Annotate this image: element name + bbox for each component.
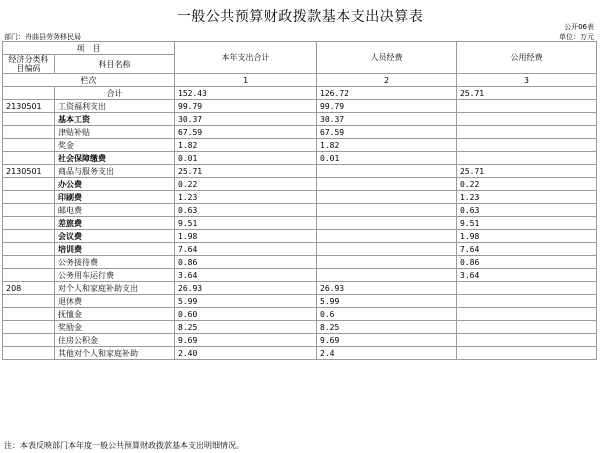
row-total: 9.69 — [175, 334, 317, 347]
row-public: 1.98 — [457, 230, 597, 243]
row-name: 差旅费 — [55, 217, 175, 230]
table-row — [3, 100, 597, 113]
table-row — [3, 113, 597, 126]
row-personnel — [317, 269, 457, 282]
table-row — [3, 269, 597, 282]
row-total: 7.64 — [175, 243, 317, 256]
row-total: 26.93 — [175, 282, 317, 295]
row-code: 2130501 — [3, 165, 55, 178]
row-total: 1.23 — [175, 191, 317, 204]
row-code — [3, 204, 55, 217]
table-row — [3, 230, 597, 243]
table-row — [3, 191, 597, 204]
row-name: 会议费 — [55, 230, 175, 243]
row-personnel — [317, 243, 457, 256]
unit-label: 单位：万元 — [559, 33, 594, 41]
row-personnel: 99.79 — [317, 100, 457, 113]
table-row — [3, 334, 597, 347]
row-personnel — [317, 256, 457, 269]
footnote: 注：本表反映部门本年度一般公共预算财政拨款基本支出明细情况。 — [4, 441, 244, 450]
row-name: 奖励金 — [55, 321, 175, 334]
row-name: 办公费 — [55, 178, 175, 191]
row-public: 9.51 — [457, 217, 597, 230]
row-total: 8.25 — [175, 321, 317, 334]
row-total: 25.71 — [175, 165, 317, 178]
row-personnel: 0.6 — [317, 308, 457, 321]
row-personnel: 67.59 — [317, 126, 457, 139]
form-number: 公开06表 — [564, 23, 594, 31]
row-name: 奖金 — [55, 139, 175, 152]
table-row — [3, 256, 597, 269]
table-row — [3, 204, 597, 217]
table-row — [3, 243, 597, 256]
row-public — [457, 139, 597, 152]
row-code — [3, 230, 55, 243]
row-personnel: 0.01 — [317, 152, 457, 165]
row-public: 7.64 — [457, 243, 597, 256]
row-public — [457, 113, 597, 126]
table-row — [3, 126, 597, 139]
row-code: 2130501 — [3, 100, 55, 113]
header-econ-code: 经济分类科目编码 — [3, 55, 55, 74]
row-public — [457, 282, 597, 295]
row-code — [3, 178, 55, 191]
row-code — [3, 113, 55, 126]
table-row — [3, 308, 597, 321]
row-code — [3, 191, 55, 204]
row-total: 67.59 — [175, 126, 317, 139]
row-personnel — [317, 204, 457, 217]
table-row — [3, 295, 597, 308]
table-row — [3, 178, 597, 191]
table-row — [3, 321, 597, 334]
row-code — [3, 321, 55, 334]
column-index-1: 1 — [175, 74, 317, 87]
row-name: 印刷费 — [55, 191, 175, 204]
table-row — [3, 87, 597, 100]
header-subject-name: 科目名称 — [55, 55, 175, 74]
row-total: 2.40 — [175, 347, 317, 360]
row-personnel — [317, 165, 457, 178]
row-name: 抚恤金 — [55, 308, 175, 321]
column-index-row — [3, 74, 597, 87]
column-index-2: 2 — [317, 74, 457, 87]
row-personnel: 2.4 — [317, 347, 457, 360]
row-personnel — [317, 191, 457, 204]
row-code — [3, 256, 55, 269]
header-personnel: 人员经费 — [317, 42, 457, 74]
row-public: 0.63 — [457, 204, 597, 217]
row-code — [3, 126, 55, 139]
row-public — [457, 347, 597, 360]
row-name: 津贴补贴 — [55, 126, 175, 139]
row-total: 0.86 — [175, 256, 317, 269]
row-public: 25.71 — [457, 87, 597, 100]
row-public — [457, 126, 597, 139]
row-code: 208 — [3, 282, 55, 295]
row-public — [457, 308, 597, 321]
header-total: 本年支出合计 — [175, 42, 317, 74]
expenditure-table — [2, 41, 597, 360]
row-personnel: 5.99 — [317, 295, 457, 308]
row-total: 0.01 — [175, 152, 317, 165]
row-public — [457, 100, 597, 113]
row-name: 社会保障缴费 — [55, 152, 175, 165]
row-code — [3, 243, 55, 256]
row-code — [3, 334, 55, 347]
row-total: 3.64 — [175, 269, 317, 282]
row-code — [3, 152, 55, 165]
row-total: 1.82 — [175, 139, 317, 152]
department-label: 部门：舟曲县劳务移民局 — [4, 33, 81, 41]
row-personnel: 26.93 — [317, 282, 457, 295]
row-personnel: 9.69 — [317, 334, 457, 347]
row-public — [457, 321, 597, 334]
row-code — [3, 347, 55, 360]
row-public: 3.64 — [457, 269, 597, 282]
row-name: 其他对个人和家庭补助 — [55, 347, 175, 360]
row-personnel — [317, 230, 457, 243]
row-name: 培训费 — [55, 243, 175, 256]
row-name: 退休费 — [55, 295, 175, 308]
row-name: 基本工资 — [55, 113, 175, 126]
row-name: 工资福利支出 — [55, 100, 175, 113]
row-name: 公务用车运行费 — [55, 269, 175, 282]
row-total: 30.37 — [175, 113, 317, 126]
row-total: 1.98 — [175, 230, 317, 243]
row-total: 99.79 — [175, 100, 317, 113]
row-public: 0.22 — [457, 178, 597, 191]
header-row-project — [3, 42, 597, 55]
row-public — [457, 152, 597, 165]
row-personnel — [317, 217, 457, 230]
column-index-3: 3 — [457, 74, 597, 87]
row-personnel: 126.72 — [317, 87, 457, 100]
row-personnel: 8.25 — [317, 321, 457, 334]
row-code — [3, 269, 55, 282]
row-public: 25.71 — [457, 165, 597, 178]
row-total: 0.60 — [175, 308, 317, 321]
table-row — [3, 152, 597, 165]
header-project: 项 目 — [3, 42, 175, 55]
row-total: 0.22 — [175, 178, 317, 191]
table-row — [3, 347, 597, 360]
row-code — [3, 217, 55, 230]
row-code — [3, 308, 55, 321]
column-index-label: 栏次 — [3, 74, 175, 87]
row-personnel: 30.37 — [317, 113, 457, 126]
row-name: 对个人和家庭补助支出 — [55, 282, 175, 295]
row-total: 9.51 — [175, 217, 317, 230]
row-code — [3, 139, 55, 152]
row-total: 5.99 — [175, 295, 317, 308]
row-name: 合计 — [55, 87, 175, 100]
row-code — [3, 295, 55, 308]
table-row — [3, 282, 597, 295]
table-title: 一般公共预算财政拨款基本支出决算表 — [176, 9, 424, 25]
row-personnel: 1.82 — [317, 139, 457, 152]
table-row — [3, 139, 597, 152]
row-name: 商品与服务支出 — [55, 165, 175, 178]
row-code — [3, 87, 55, 100]
row-public — [457, 334, 597, 347]
header-public: 公用经费 — [457, 42, 597, 74]
table-row — [3, 165, 597, 178]
row-public: 1.23 — [457, 191, 597, 204]
row-personnel — [317, 178, 457, 191]
row-name: 公务接待费 — [55, 256, 175, 269]
row-total: 0.63 — [175, 204, 317, 217]
row-public: 0.86 — [457, 256, 597, 269]
row-name: 住房公积金 — [55, 334, 175, 347]
row-public — [457, 295, 597, 308]
table-row — [3, 217, 597, 230]
row-total: 152.43 — [175, 87, 317, 100]
row-name: 邮电费 — [55, 204, 175, 217]
